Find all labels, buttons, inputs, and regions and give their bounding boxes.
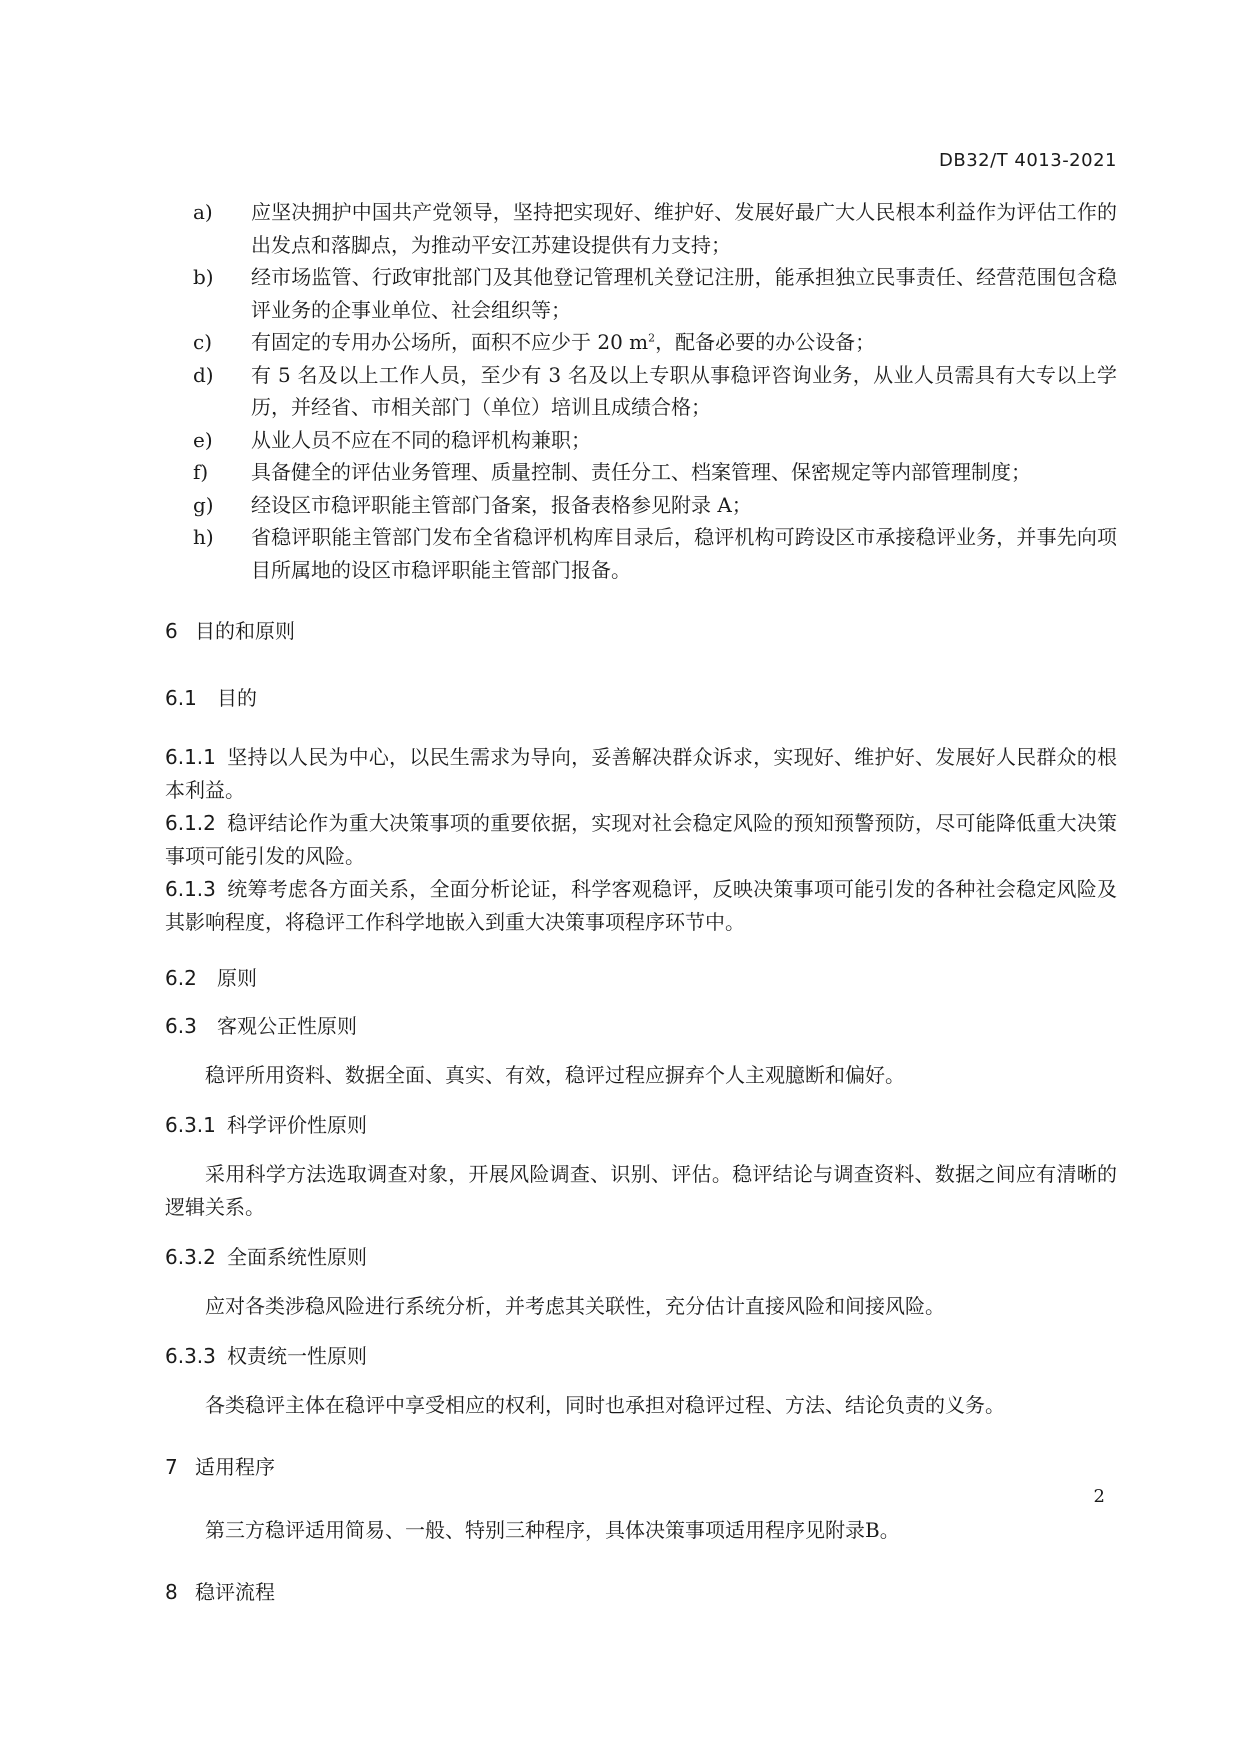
clause-6-1-3 — [165, 873, 1117, 939]
section-heading-6 — [165, 616, 1117, 646]
list-item — [165, 456, 1117, 489]
section-heading-6-3-3 — [165, 1341, 1117, 1371]
list-marker: b) — [193, 265, 214, 289]
section-title: 目的和原则 — [195, 619, 295, 643]
list-item-text: 应坚决拥护中国共产党领导，坚持把实现好、维护好、发展好最广大人民根本利益作为评估工作的出发点和落脚点，为推动平安江苏建设提供有力支持； — [251, 200, 1117, 257]
section-title: 适用程序 — [195, 1455, 275, 1479]
section-heading-6-3-2 — [165, 1242, 1117, 1272]
clause-number: 6.1.1 — [165, 745, 216, 769]
list-marker: d) — [193, 362, 214, 387]
section-body-7: 第三方稳评适用简易、一般、特别三种程序，具体决策事项适用程序见附录B。 — [205, 1518, 900, 1542]
list-item-text: 从业人员不应在不同的稳评机构兼职； — [251, 427, 591, 452]
section-body-6-3: 稳评所用资料、数据全面、真实、有效，稳评过程应摒弃个人主观臆断和偏好。 — [205, 1063, 905, 1087]
section-number: 6.1 — [165, 686, 197, 710]
section-heading-7 — [165, 1452, 1117, 1482]
section-title: 目的 — [217, 686, 257, 710]
section-body-6-3-1: 采用科学方法选取调查对象，开展风险调查、识别、评估。稳评结论与调查资料、数据之间应有清晰的逻辑关系。 — [165, 1162, 1117, 1219]
superscript: 2 — [648, 331, 656, 345]
list-item-text: 经市场监管、行政审批部门及其他登记管理机关登记注册，能承担独立民事责任、经营范围包含稳评业务的企事业单位、社会组织等； — [251, 265, 1117, 322]
clause-number: 6.1.3 — [165, 877, 216, 901]
list-item-text: 具备健全的评估业务管理、质量控制、责任分工、档案管理、保密规定等内部管理制度； — [251, 460, 1031, 484]
section-title: 全面系统性原则 — [227, 1245, 367, 1269]
list-item — [165, 326, 1117, 359]
page-number: 2 — [1093, 1486, 1105, 1507]
section-number: 7 — [165, 1455, 178, 1479]
section-number: 6.3 — [165, 1014, 197, 1038]
page-content — [165, 196, 1117, 1607]
list-item — [165, 261, 1117, 326]
list-item-text-part: ，配备必要的办公设备； — [655, 330, 876, 354]
clause-6-1-2 — [165, 807, 1117, 873]
list-marker: f) — [193, 460, 209, 484]
section-number: 6 — [165, 619, 178, 643]
list-item — [165, 196, 1117, 261]
list-marker: c) — [193, 330, 213, 354]
clause-number: 6.1.2 — [165, 811, 216, 835]
section-number: 6.3.3 — [165, 1344, 216, 1368]
clause-text: 坚持以人民为中心，以民生需求为导向，妥善解决群众诉求，实现好、维护好、发展好人民群众的根本利益。 — [165, 745, 1117, 802]
list-item — [165, 489, 1117, 522]
clause-text: 统筹考虑各方面关系，全面分析论证，科学客观稳评，反映决策事项可能引发的各种社会稳定风险及其影响程度，将稳评工作科学地嵌入到重大决策事项程序环节中。 — [165, 877, 1117, 934]
section-title: 科学评价性原则 — [227, 1113, 367, 1137]
requirements-list — [165, 196, 1117, 586]
section-heading-6-3 — [165, 1011, 1117, 1041]
clause-6-1-1 — [165, 741, 1117, 807]
section-heading-6-1 — [165, 683, 1117, 713]
list-item — [165, 424, 1117, 457]
section-title: 稳评流程 — [195, 1580, 275, 1604]
section-heading-6-2 — [165, 963, 1117, 993]
section-number: 6.3.1 — [165, 1113, 216, 1137]
list-marker: a) — [193, 200, 213, 224]
section-number: 6.3.2 — [165, 1245, 216, 1269]
doc-code: DB32/T 4013-2021 — [938, 150, 1117, 171]
section-number: 8 — [165, 1580, 178, 1604]
section-body-6-3-3: 各类稳评主体在稳评中享受相应的权利，同时也承担对稳评过程、方法、结论负责的义务。 — [205, 1393, 1005, 1417]
section-title: 客观公正性原则 — [217, 1014, 357, 1038]
list-item-text: 省稳评职能主管部门发布全省稳评机构库目录后，稳评机构可跨设区市承接稳评业务，并事先向项目所属地的设区市稳评职能主管部门报备。 — [251, 525, 1117, 582]
section-body-6-3-2: 应对各类涉稳风险进行系统分析，并考虑其关联性，充分估计直接风险和间接风险。 — [205, 1294, 945, 1318]
list-item — [165, 521, 1117, 586]
section-heading-6-3-1 — [165, 1110, 1117, 1140]
list-item-text: 经设区市稳评职能主管部门备案，报备表格参见附录 A； — [251, 492, 752, 517]
section-title: 权责统一性原则 — [227, 1344, 367, 1368]
section-number: 6.2 — [165, 966, 197, 990]
list-item — [165, 359, 1117, 424]
list-item-text-part: 有固定的专用办公场所，面积不应少于 20 m — [251, 330, 649, 354]
list-item-text: 有 5 名及以上工作人员，至少有 3 名及以上专职从事稳评咨询业务，从业人员需具有大专以上学历，并经省、市相关部门（单位）培训且成绩合格； — [251, 362, 1117, 419]
list-marker: g) — [193, 492, 214, 517]
clause-text: 稳评结论作为重大决策事项的重要依据，实现对社会稳定风险的预知预警预防，尽可能降低重大决策事项可能引发的风险。 — [165, 811, 1117, 868]
list-marker: h) — [193, 525, 214, 549]
list-marker: e) — [193, 427, 213, 452]
section-heading-8 — [165, 1577, 1117, 1607]
list-item-text — [251, 326, 1117, 359]
section-title: 原则 — [217, 966, 257, 990]
